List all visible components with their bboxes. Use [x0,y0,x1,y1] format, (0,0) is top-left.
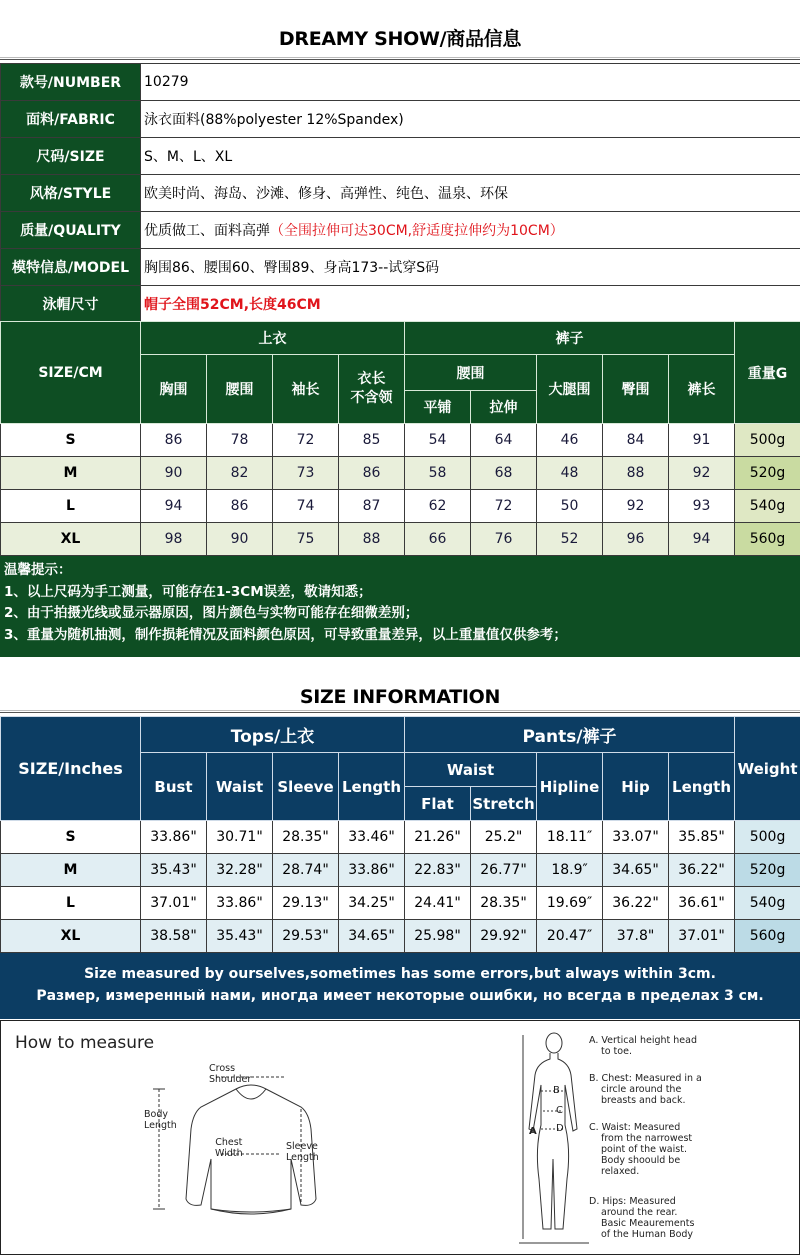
value-cell: 54 [405,424,471,457]
how-to-measure-title: How to measure [15,1033,155,1053]
legend-b [589,1073,702,1106]
info-label: 风格/STYLE [1,175,141,212]
info-value: 泳衣面料(88%polyester 12%Spandex) [141,101,800,138]
body-length-line-1: Body [144,1109,168,1120]
info-row [1,175,800,212]
value-cell: 32.28" [207,854,273,887]
legend-line: A. Vertical height head [589,1035,697,1046]
info-row [1,101,800,138]
legend-c [589,1122,692,1177]
value-cell: 29.92" [471,920,537,953]
value-cell: 34.65" [603,854,669,887]
weight-cell: 520g [735,854,800,887]
weight-cell: 500g [735,821,800,854]
disclaimer-box [0,953,800,1019]
quality-note: （全围拉伸可达30CM,舒适度拉伸约为10CM） [270,223,564,239]
value-cell: 29.53" [273,920,339,953]
value-cell: 33.86" [339,854,405,887]
info-row [1,64,800,101]
cap-size-value: 帽子全围52CM,长度46CM [141,286,800,323]
legend-d [589,1196,694,1240]
waist-header: 腰围 [207,355,273,424]
value-cell: 19.69″ [537,887,603,920]
value-cell: 76 [471,523,537,556]
value-cell: 74 [273,490,339,523]
legend-line: C. Waist: Measured [589,1122,681,1133]
value-cell: 34.65" [339,920,405,953]
value-cell: 25.98" [405,920,471,953]
flat-header: Flat [405,787,471,821]
length-line-1: 衣长 [357,371,386,387]
body-figure-icon [519,1029,589,1249]
weight-cell: 560g [735,920,800,953]
info-row [1,249,800,286]
info-label: 尺码/SIZE [1,138,141,175]
quality-text: 优质做工、面料高弹 [144,223,270,239]
legend-line: to toe. [601,1046,632,1057]
value-cell: 28.74" [273,854,339,887]
bust-header: 胸围 [141,355,207,424]
marker-d: D [556,1123,564,1134]
value-cell: 93 [669,490,735,523]
size-table-cm [0,321,800,556]
legend-line: Body shoould be [601,1155,681,1166]
info-row [1,138,800,175]
value-cell: 58 [405,457,471,490]
legend-line: B. Chest: Measured in a [589,1073,702,1084]
legend-line: around the rear. [601,1207,678,1218]
value-cell: 50 [537,490,603,523]
value-cell: 37.8" [603,920,669,953]
value-cell: 91 [669,424,735,457]
chest-width-line-1: Chest [215,1137,243,1148]
value-cell: 48 [537,457,603,490]
length-line-2: 不含领 [350,390,393,406]
marker-c: C [556,1105,563,1116]
table-row [1,821,800,854]
value-cell: 75 [273,523,339,556]
sleeve-length-label [286,1141,319,1163]
hip-header: Hip [603,753,669,821]
value-cell: 46 [537,424,603,457]
value-cell: 86 [339,457,405,490]
value-cell: 37.01" [141,887,207,920]
value-cell: 72 [273,424,339,457]
value-cell: 90 [207,523,273,556]
table-row [1,854,800,887]
value-cell: 24.41" [405,887,471,920]
info-value: S、M、L、XL [141,138,800,175]
cross-shoulder-line-2: Shoulder [209,1074,252,1085]
value-cell: 86 [141,424,207,457]
value-cell: 86 [207,490,273,523]
length-header [339,355,405,424]
table-row [1,920,800,953]
legend-line: of the Human Body [601,1229,694,1240]
info-label: 款号/NUMBER [1,64,141,101]
value-cell: 18.9″ [537,854,603,887]
stretch-header: 拉伸 [471,391,537,424]
table-row [1,523,800,556]
value-cell: 18.11″ [537,821,603,854]
sleeve-header: Sleeve [273,753,339,821]
info-row [1,286,800,323]
sleeve-length-line-1: Sleeve [286,1141,318,1152]
product-info-table [0,63,800,323]
value-cell: 33.86" [141,821,207,854]
size-cm-header: SIZE/CM [1,322,141,424]
size-cell: L [1,887,141,920]
pants-waist-header: Waist [405,753,537,787]
chest-width-line-2: Width [215,1148,243,1159]
size-cell: S [1,424,141,457]
thigh-header: 大腿围 [537,355,603,424]
pants-length-header: 裤长 [669,355,735,424]
marker-b: B [553,1085,560,1096]
value-cell: 85 [339,424,405,457]
table-row [1,887,800,920]
info-row [1,212,800,249]
info-label: 质量/QUALITY [1,212,141,249]
legend-line: point of the waist. [601,1144,687,1155]
info-label: 面料/FABRIC [1,101,141,138]
hip-header: 臀围 [603,355,669,424]
value-cell: 37.01" [669,920,735,953]
value-cell: 73 [273,457,339,490]
value-cell: 29.13" [273,887,339,920]
legend-line: circle around the [601,1084,682,1095]
length-header: Length [339,753,405,821]
legend-line: Basic Meaurements [601,1218,695,1229]
bust-header: Bust [141,753,207,821]
value-cell: 20.47″ [537,920,603,953]
value-cell: 28.35" [471,887,537,920]
table-row [1,457,800,490]
value-cell: 92 [669,457,735,490]
value-cell: 52 [537,523,603,556]
value-cell: 90 [141,457,207,490]
note-item: 3、重量为随机抽测，制作损耗情况及面料颜色原因，可导致重量差异，以上重量值仅供参考； [4,626,567,643]
pants-waist-header: 腰围 [405,355,537,391]
marker-a: A [529,1126,537,1137]
value-cell: 34.25" [339,887,405,920]
value-cell: 35.43" [207,920,273,953]
value-cell: 28.35" [273,821,339,854]
info-value [141,212,800,249]
value-cell: 21.26" [405,821,471,854]
value-cell: 62 [405,490,471,523]
size-cell: XL [1,920,141,953]
size-cell: M [1,457,141,490]
notes-box [0,556,800,657]
value-cell: 26.77" [471,854,537,887]
weight-cell: 560g [735,523,800,556]
value-cell: 98 [141,523,207,556]
cross-shoulder-label [209,1063,251,1085]
note-item: 1、以上尺码为手工测量，可能存在1-3CM误差，敬请知悉； [4,583,372,600]
value-cell: 36.22" [669,854,735,887]
how-to-measure-panel [0,1020,800,1255]
weight-cell: 520g [735,457,800,490]
table-row [1,424,800,457]
body-length-line-2: Length [144,1120,177,1131]
legend-line: relaxed. [601,1166,640,1177]
info-value: 欧美时尚、海岛、沙滩、修身、高弹性、纯色、温泉、环保 [141,175,800,212]
legend-line: from the narrowest [601,1133,693,1144]
value-cell: 92 [603,490,669,523]
value-cell: 30.71" [207,821,273,854]
notes-heading: 温馨提示： [4,562,72,578]
value-cell: 64 [471,424,537,457]
body-length-label [144,1109,177,1131]
info-value: 胸围86、腰围60、臀围89、身高173--试穿S码 [141,249,800,286]
legend-line: D. Hips: Measured [589,1196,676,1207]
info-label: 模特信息/MODEL [1,249,141,286]
value-cell: 94 [141,490,207,523]
value-cell: 22.83" [405,854,471,887]
size-inches-header: SIZE/Inches [1,717,141,821]
value-cell: 66 [405,523,471,556]
pants-length-header: Length [669,753,735,821]
value-cell: 88 [603,457,669,490]
value-cell: 33.46" [339,821,405,854]
note-item: 2、由于拍摄光线或显示器原因，图片颜色与实物可能存在细微差别； [4,605,419,621]
value-cell: 35.85" [669,821,735,854]
info-label: 泳帽尺寸 [1,286,141,323]
tops-header: 上衣 [141,322,405,355]
value-cell: 68 [471,457,537,490]
weight-header: 重量G [735,322,800,424]
info-value: 10279 [141,64,800,101]
size-info-title: SIZE INFORMATION [299,686,501,708]
size-cell: L [1,490,141,523]
weight-cell: 540g [735,490,800,523]
pants-header: 裤子 [405,322,735,355]
value-cell: 72 [471,490,537,523]
size-cell: S [1,821,141,854]
flat-header: 平铺 [405,391,471,424]
value-cell: 94 [669,523,735,556]
size-table-inches [0,716,800,953]
stretch-header: Stretch [471,787,537,821]
value-cell: 78 [207,424,273,457]
value-cell: 35.43" [141,854,207,887]
value-cell: 33.07" [603,821,669,854]
value-cell: 88 [339,523,405,556]
weight-cell: 500g [735,424,800,457]
weight-header: Weight [735,717,800,821]
pants-header: Pants/裤子 [405,717,735,753]
value-cell: 84 [603,424,669,457]
value-cell: 33.86" [207,887,273,920]
size-cell: XL [1,523,141,556]
waist-header: Waist [207,753,273,821]
chest-width-label [215,1137,243,1159]
value-cell: 25.2" [471,821,537,854]
page-title: DREAMY SHOW/商品信息 [278,28,522,50]
sleeve-length-line-2: Length [286,1152,319,1163]
value-cell: 36.22" [603,887,669,920]
value-cell: 36.61" [669,887,735,920]
value-cell: 82 [207,457,273,490]
divider [0,710,800,713]
divider [0,57,800,60]
value-cell: 96 [603,523,669,556]
tops-header: Tops/上衣 [141,717,405,753]
hipline-header: Hipline [537,753,603,821]
legend-line: breasts and back. [601,1095,686,1106]
sweater-diagram-icon [141,1069,371,1229]
legend-a [589,1035,697,1057]
sleeve-header: 袖长 [273,355,339,424]
weight-cell: 540g [735,887,800,920]
value-cell: 38.58" [141,920,207,953]
value-cell: 87 [339,490,405,523]
disclaimer-en: Size measured by ourselves,sometimes has some errors,but always within 3cm. [84,966,716,982]
disclaimer-ru: Размер, измеренный нами, иногда имеет некоторые ошибки, но всегда в пределах 3 см. [36,988,764,1004]
cross-shoulder-line-1: Cross [209,1063,236,1074]
table-row [1,490,800,523]
size-cell: M [1,854,141,887]
